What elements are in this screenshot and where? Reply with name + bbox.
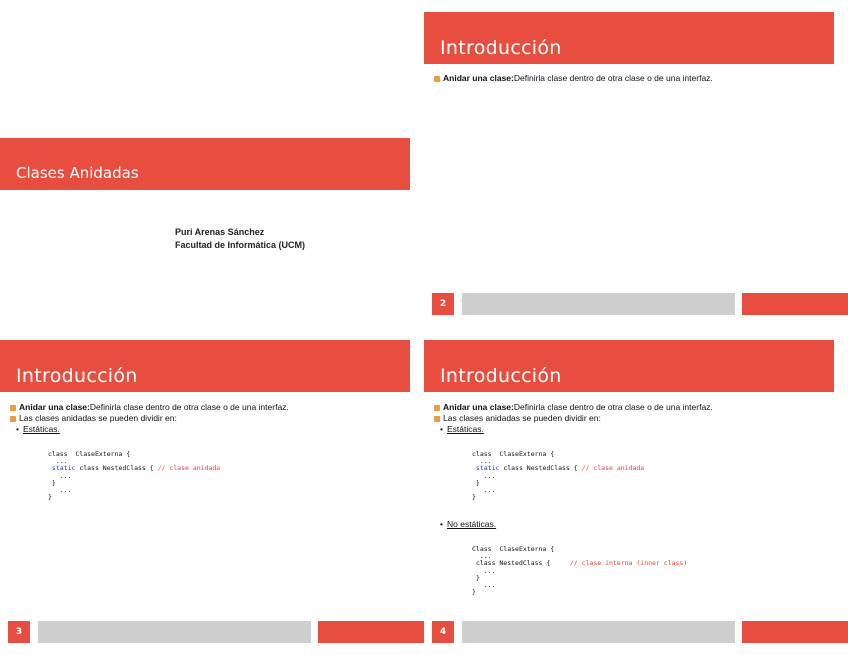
code-comment: // clase interna (inner class): [569, 559, 688, 568]
code-line: ...: [48, 457, 68, 466]
code-block: [472, 451, 644, 501]
code-line: }: [472, 493, 476, 502]
slide-title: Introducción: [16, 365, 138, 387]
footer-red-bar: [742, 293, 848, 315]
bullet-text: Definirla clase dentro de otra clase o de una interfaz.: [513, 73, 713, 83]
sub-bullet-text: Estáticas.: [446, 424, 484, 434]
bullet-item: [434, 413, 713, 424]
code-line: class ClaseExterna {: [472, 450, 555, 458]
code-comment: // clase anidada: [157, 464, 221, 473]
author-block: [175, 226, 305, 252]
code-line: ...: [472, 486, 496, 495]
code-line: [48, 465, 220, 472]
bullet-bold-label: Anidar una clase:: [19, 402, 90, 412]
sub-bullet-text: Estáticas.: [22, 424, 60, 434]
footer-gray-bar: [462, 293, 735, 315]
code-text: class NestedClass {: [472, 559, 570, 568]
code-line: [472, 560, 687, 567]
footer-gray-bar: [38, 621, 311, 643]
bullet-dot-icon: •: [440, 519, 443, 529]
bullet-item: [10, 402, 289, 413]
footer-red-bar: [318, 621, 424, 643]
bullet-text: Las clases anidadas se pueden dividir en:: [443, 413, 601, 423]
slide-body: [434, 73, 713, 84]
cover-title: Clases Anidadas: [16, 164, 139, 182]
sub-bullet-text: No estáticas.: [446, 519, 497, 529]
author-affiliation: Facultad de Informática (UCM): [175, 240, 306, 250]
slide-title: Introducción: [440, 37, 562, 59]
page-number: 4: [432, 621, 454, 643]
code-line: }: [472, 588, 476, 597]
code-line: ...: [48, 486, 72, 495]
code-text: class NestedClass {: [75, 464, 158, 473]
bullet-bold-label: Anidar una clase:: [443, 402, 514, 412]
code-line: }: [472, 573, 480, 582]
bullet-bold-label: Anidar una clase:: [443, 73, 514, 83]
bullet-text: Las clases anidadas se pueden dividir en:: [19, 413, 177, 423]
sub-bullet: [10, 424, 289, 435]
code-line: }: [48, 478, 56, 487]
page-number: 2: [432, 293, 454, 315]
code-line: }: [472, 478, 480, 487]
bullet-dot-icon: •: [440, 424, 443, 434]
code-block: [48, 451, 220, 501]
bullet-dot-icon: •: [16, 424, 19, 434]
sub-bullet: [434, 519, 496, 530]
code-comment: // clase anidada: [581, 464, 645, 473]
code-line: ...: [472, 471, 496, 480]
bullet-item: [434, 402, 713, 413]
code-text: class NestedClass {: [499, 464, 582, 473]
slide-body-2: [434, 519, 496, 530]
bullet-item: [10, 413, 289, 424]
slide-1: [0, 0, 424, 327]
slide-body: [434, 402, 713, 435]
slide-2: [424, 0, 848, 327]
code-keyword: static: [48, 464, 76, 473]
slide-3: [0, 328, 424, 655]
bullet-square-icon: [10, 416, 16, 422]
code-keyword: static: [472, 464, 500, 473]
bullet-square-icon: [10, 405, 16, 411]
code-line: [472, 465, 644, 472]
code-line: ...: [472, 581, 496, 590]
footer-gray-bar: [462, 621, 735, 643]
sub-bullet: [434, 424, 713, 435]
page-number: 3: [8, 621, 30, 643]
slide-title: Introducción: [440, 365, 562, 387]
code-block: [472, 546, 687, 596]
bullet-square-icon: [434, 76, 440, 82]
footer-red-bar: [742, 621, 848, 643]
slide-body: [10, 402, 289, 435]
bullet-square-icon: [434, 405, 440, 411]
bullet-item: [434, 73, 713, 84]
code-line: class ClaseExterna {: [48, 450, 131, 458]
code-line: ...: [472, 457, 492, 466]
code-line: }: [48, 493, 52, 502]
code-line: ...: [472, 566, 496, 575]
bullet-text: Definirla clase dentro de otra clase o de una interfaz.: [89, 402, 289, 412]
bullet-text: Definirla clase dentro de otra clase o de una interfaz.: [513, 402, 713, 412]
code-line: Class ClaseExterna {: [472, 545, 555, 553]
bullet-square-icon: [434, 416, 440, 422]
code-line: ...: [48, 471, 72, 480]
code-line: ...: [472, 552, 492, 561]
author-name: Puri Arenas Sánchez: [175, 227, 265, 237]
slide-4: [424, 328, 848, 655]
